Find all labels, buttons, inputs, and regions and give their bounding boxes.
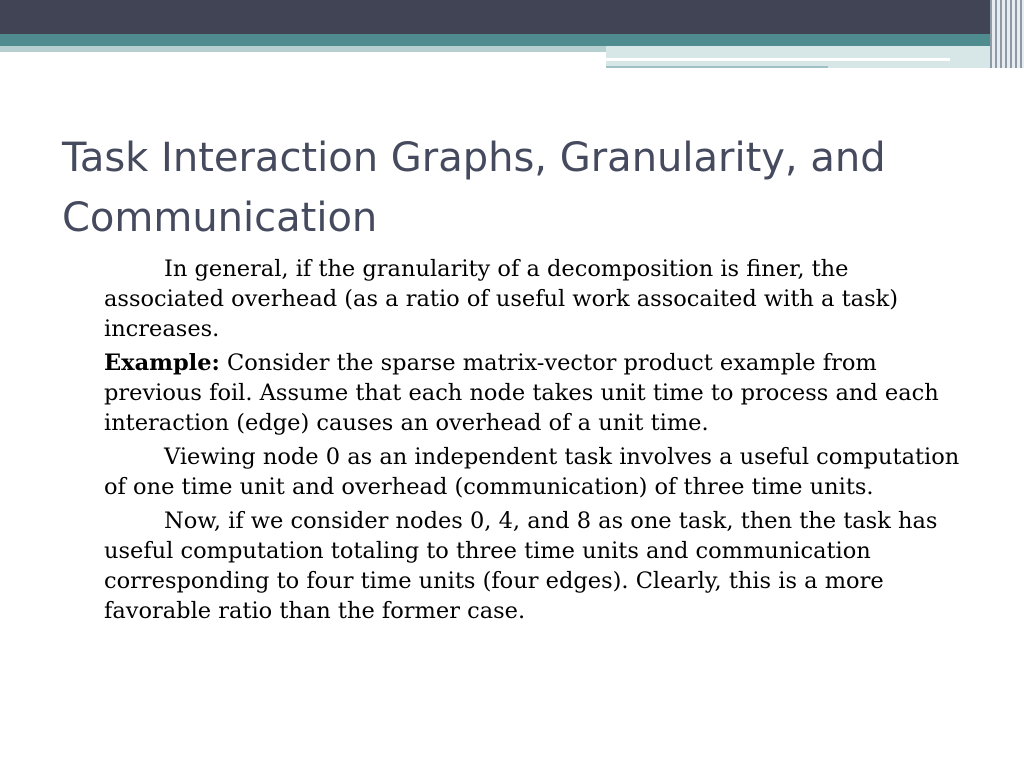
slide-body <box>104 254 964 630</box>
paragraph-granularity: In general, if the granularity of a decomposition is finer, the associated overhead (as a ratio of useful work assocaited with a task) increases. <box>104 256 899 342</box>
paragraph-node-zero: Viewing node 0 as an independent task involves a useful computation of one time unit and overhead (communication) of three time units. <box>104 444 960 500</box>
header-teal-band <box>0 34 1024 46</box>
header-stripes <box>990 0 1024 68</box>
paragraph-example <box>104 348 964 438</box>
header-step-line <box>606 66 828 68</box>
header-step-line <box>606 58 950 61</box>
paragraph-grouped-nodes: Now, if we consider nodes 0, 4, and 8 as one task, then the task has useful computation totaling to three time units and communication corresponding to four time units (four edges). Clearly, this is a more favorable ratio than the former case. <box>104 508 938 624</box>
example-text: Consider the sparse matrix-vector product example from previous foil. Assume that each node takes unit time to process and each interaction (edge) causes an overhead of a unit time. <box>104 350 939 436</box>
example-label: Example: <box>104 350 220 376</box>
header-dark-band <box>0 0 1024 34</box>
header-step-block <box>606 46 1024 68</box>
slide-title: Task Interaction Graphs, Granularity, and Communication <box>62 135 886 241</box>
